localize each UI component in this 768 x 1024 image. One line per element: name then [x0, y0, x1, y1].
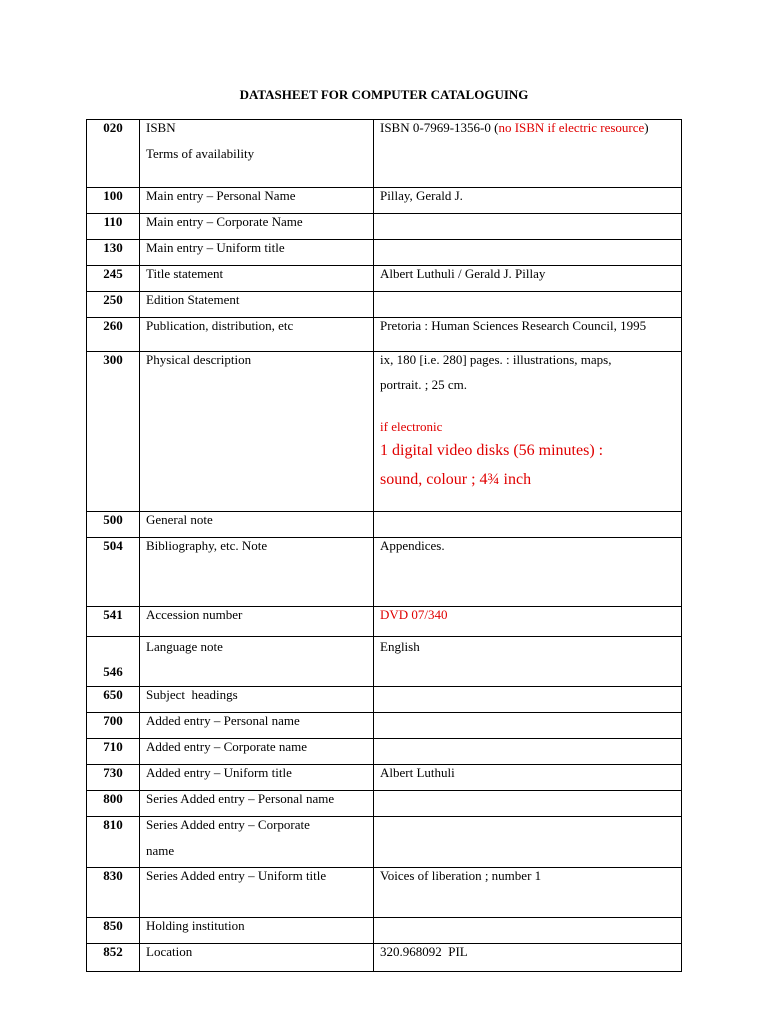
value-cell: [374, 240, 682, 266]
table-row: [87, 713, 682, 739]
value-cell: [374, 918, 682, 944]
value-cell: [374, 512, 682, 538]
value-cell: [374, 120, 682, 188]
field-cell: General note: [140, 512, 374, 538]
value-cell: Appendices.: [374, 538, 682, 607]
isbn-note: no ISBN if electric resource: [498, 120, 645, 135]
field-cell: Edition Statement: [140, 292, 374, 318]
field-cell: Main entry – Personal Name: [140, 188, 374, 214]
value-cell: Pillay, Gerald J.: [374, 188, 682, 214]
field-cell: Bibliography, etc. Note: [140, 538, 374, 607]
table-row: [87, 240, 682, 266]
table-row: [87, 292, 682, 318]
tag-cell: 850: [87, 918, 140, 944]
field-cell: Added entry – Corporate name: [140, 739, 374, 765]
table-row: [87, 318, 682, 352]
tag-cell: 810: [87, 817, 140, 868]
electronic-desc-line: 1 digital video disks (56 minutes) :: [380, 442, 604, 459]
table-row: [87, 120, 682, 188]
cataloguing-table: [86, 119, 682, 972]
table-row: [87, 817, 682, 868]
field-cell: Series Added entry – Personal name: [140, 791, 374, 817]
table-row: [87, 765, 682, 791]
tag-cell: 710: [87, 739, 140, 765]
tag-cell: 546: [87, 637, 140, 687]
value-cell: [374, 713, 682, 739]
table-row: [87, 791, 682, 817]
field-cell: Physical description: [140, 352, 374, 512]
field-cell: Added entry – Personal name: [140, 713, 374, 739]
page-title: DATASHEET FOR COMPUTER CATALOGUING: [239, 87, 529, 102]
value-cell: Albert Luthuli: [374, 765, 682, 791]
table-row: [87, 868, 682, 918]
tag-cell: 852: [87, 944, 140, 972]
tag-cell: 541: [87, 607, 140, 637]
tag-cell: 500: [87, 512, 140, 538]
field-cell: Holding institution: [140, 918, 374, 944]
table-row: [87, 687, 682, 713]
table-row: [87, 944, 682, 972]
value-cell: English: [374, 637, 682, 687]
tag-cell: 300: [87, 352, 140, 512]
tag-cell: 100: [87, 188, 140, 214]
table-row: [87, 266, 682, 292]
field-cell: Main entry – Corporate Name: [140, 214, 374, 240]
value-cell: [374, 791, 682, 817]
electronic-desc-line: sound, colour ; 4¾ inch: [380, 471, 532, 488]
tag-cell: 130: [87, 240, 140, 266]
table-row: [87, 188, 682, 214]
field-label: ISBN: [146, 120, 176, 135]
table-row: [87, 214, 682, 240]
field-cell: [140, 817, 374, 868]
value-cell: [374, 739, 682, 765]
table-row: [87, 739, 682, 765]
value-cell: [374, 292, 682, 318]
value-cell: Voices of liberation ; number 1: [374, 868, 682, 918]
isbn-close: ): [644, 120, 649, 135]
value-cell: [374, 687, 682, 713]
value-cell: 320.968092 PIL: [374, 944, 682, 972]
electronic-label: if electronic: [380, 419, 443, 434]
tag-cell: 800: [87, 791, 140, 817]
tag-cell: 250: [87, 292, 140, 318]
tag-cell: 260: [87, 318, 140, 352]
table-row: [87, 918, 682, 944]
field-cell: Title statement: [140, 266, 374, 292]
table-row: [87, 538, 682, 607]
value-cell: [374, 352, 682, 512]
field-label-terms: Terms of availability: [146, 146, 255, 161]
tag-cell: 504: [87, 538, 140, 607]
field-label: name: [146, 843, 175, 858]
physical-desc-line: portrait. ; 25 cm.: [380, 377, 468, 392]
field-cell: Publication, distribution, etc: [140, 318, 374, 352]
field-cell: Added entry – Uniform title: [140, 765, 374, 791]
tag-cell: 650: [87, 687, 140, 713]
field-cell: Subject headings: [140, 687, 374, 713]
value-cell: DVD 07/340: [374, 607, 682, 637]
value-cell: Pretoria : Human Sciences Research Council, 1995: [374, 318, 682, 352]
value-cell: [374, 817, 682, 868]
tag-cell: 020: [87, 120, 140, 188]
value-cell: [374, 214, 682, 240]
tag-cell: 245: [87, 266, 140, 292]
isbn-value: ISBN 0-7969-1356-0 (: [380, 120, 499, 135]
tag-cell: 730: [87, 765, 140, 791]
field-cell: Language note: [140, 637, 374, 687]
tag-cell: 110: [87, 214, 140, 240]
field-cell: Accession number: [140, 607, 374, 637]
field-cell: Location: [140, 944, 374, 972]
tag-cell: 830: [87, 868, 140, 918]
field-cell: [140, 120, 374, 188]
tag-cell: 700: [87, 713, 140, 739]
field-cell: Series Added entry – Uniform title: [140, 868, 374, 918]
table-row: [87, 512, 682, 538]
value-cell: Albert Luthuli / Gerald J. Pillay: [374, 266, 682, 292]
table-row: [87, 352, 682, 512]
physical-desc-line: ix, 180 [i.e. 280] pages. : illustrations, maps,: [380, 352, 612, 367]
field-label: Series Added entry – Corporate: [146, 817, 310, 832]
field-cell: Main entry – Uniform title: [140, 240, 374, 266]
table-row: [87, 637, 682, 687]
table-row: [87, 607, 682, 637]
